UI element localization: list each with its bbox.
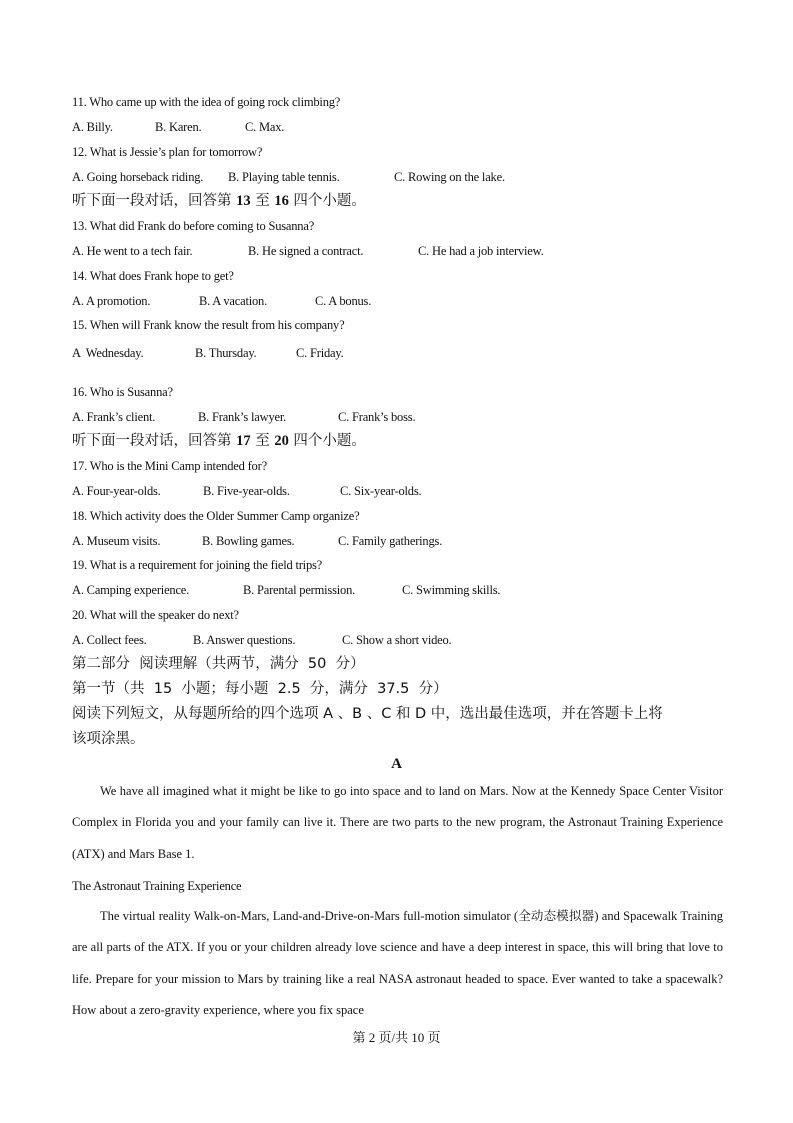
option-15b: B. Thursday. [195, 346, 257, 360]
option-11b: B. Karen. [155, 120, 202, 134]
reading-instruction-line1: 阅读下列短文，从每题所给的四个选项 A 、B 、C 和 D 中，选出最佳选项，并在答题卡上将 [72, 706, 663, 722]
option-16a: A. Frank’s client. [72, 410, 156, 424]
option-12a: A. Going horseback riding. [72, 170, 204, 184]
reading-instruction-line2: 该项涂黑。 [72, 731, 145, 747]
option-12b: B. Playing table tennis. [228, 170, 340, 184]
passage-paragraph-2: The virtual reality Walk-on-Mars, Land-and-Drive-on-Mars full-motion simulator (全动态模拟器) and Spacewalk Training are all parts of the ATX. If you or your children already love science and have a deep interest in space, this will bring that love to life. Prepare for your mission to Mars by training like a real NASA astronaut headed to space. Ever wanted to take a spacewalk? How about a zero-gravity experience, where you fix space [72, 909, 723, 1017]
option-13b: B. He signed a contract. [248, 244, 364, 258]
option-11c: C. Max. [245, 120, 285, 134]
option-17b: B. Five-year-olds. [203, 484, 290, 498]
instruction-13-16: 听下面一段对话，回答第 13 至 16 四个小题。 [72, 193, 366, 209]
page-footer: 第 2 页/共 10 页 [352, 1030, 441, 1045]
option-15a: A Wednesday. [72, 346, 144, 360]
option-19a: A. Camping experience. [72, 583, 190, 597]
instruction-17-20: 听下面一段对话，回答第 17 至 20 四个小题。 [72, 433, 366, 449]
option-20c: C. Show a short video. [342, 633, 452, 647]
option-14c: C. A bonus. [315, 294, 372, 308]
option-18c: C. Family gatherings. [338, 534, 443, 548]
question-20: 20. What will the speaker do next? [72, 608, 239, 622]
option-14b: B. A vacation. [199, 294, 268, 308]
option-19b: B. Parental permission. [243, 583, 356, 597]
part2-title: 第二部分 阅读理解（共两节，满分 50 分） [72, 656, 365, 672]
question-14: 14. What does Frank hope to get? [72, 269, 234, 283]
question-15: 15. When will Frank know the result from his company? [72, 318, 345, 332]
option-19c: C. Swimming skills. [402, 583, 501, 597]
passage-heading: A [391, 756, 402, 772]
question-13: 13. What did Frank do before coming to Susanna? [72, 219, 315, 233]
option-13a: A. He went to a tech fair. [72, 244, 193, 258]
option-14a: A. A promotion. [72, 294, 151, 308]
question-16: 16. Who is Susanna? [72, 385, 173, 399]
passage-subheading: The Astronaut Training Experience [72, 879, 242, 893]
option-15c: C. Friday. [296, 346, 344, 360]
option-13c: C. He had a job interview. [418, 244, 544, 258]
option-16c: C. Frank’s boss. [338, 410, 416, 424]
option-18a: A. Museum visits. [72, 534, 161, 548]
question-17: 17. Who is the Mini Camp intended for? [72, 459, 267, 473]
option-16b: B. Frank’s lawyer. [198, 410, 287, 424]
option-12c: C. Rowing on the lake. [394, 170, 505, 184]
section1-title: 第一节（共 15 小题；每小题 2.5 分，满分 37.5 分） [72, 681, 448, 697]
option-17c: C. Six-year-olds. [340, 484, 422, 498]
option-20b: B. Answer questions. [193, 633, 296, 647]
option-18b: B. Bowling games. [202, 534, 295, 548]
option-20a: A. Collect fees. [72, 633, 147, 647]
question-11: 11. Who came up with the idea of going rock climbing? [72, 95, 341, 109]
passage-paragraph-1: We have all imagined what it might be like to go into space and to land on Mars. Now at the Kennedy Space Center Visitor Complex in Florida you and your family can live it. There are two parts to the new program, the Astronaut Training Experience (ATX) and Mars Base 1. [72, 784, 723, 861]
option-11a: A. Billy. [72, 120, 113, 134]
question-19: 19. What is a requirement for joining the field trips? [72, 558, 323, 572]
question-12: 12. What is Jessie’s plan for tomorrow? [72, 145, 263, 159]
question-18: 18. Which activity does the Older Summer Camp organize? [72, 509, 360, 523]
option-17a: A. Four-year-olds. [72, 484, 161, 498]
